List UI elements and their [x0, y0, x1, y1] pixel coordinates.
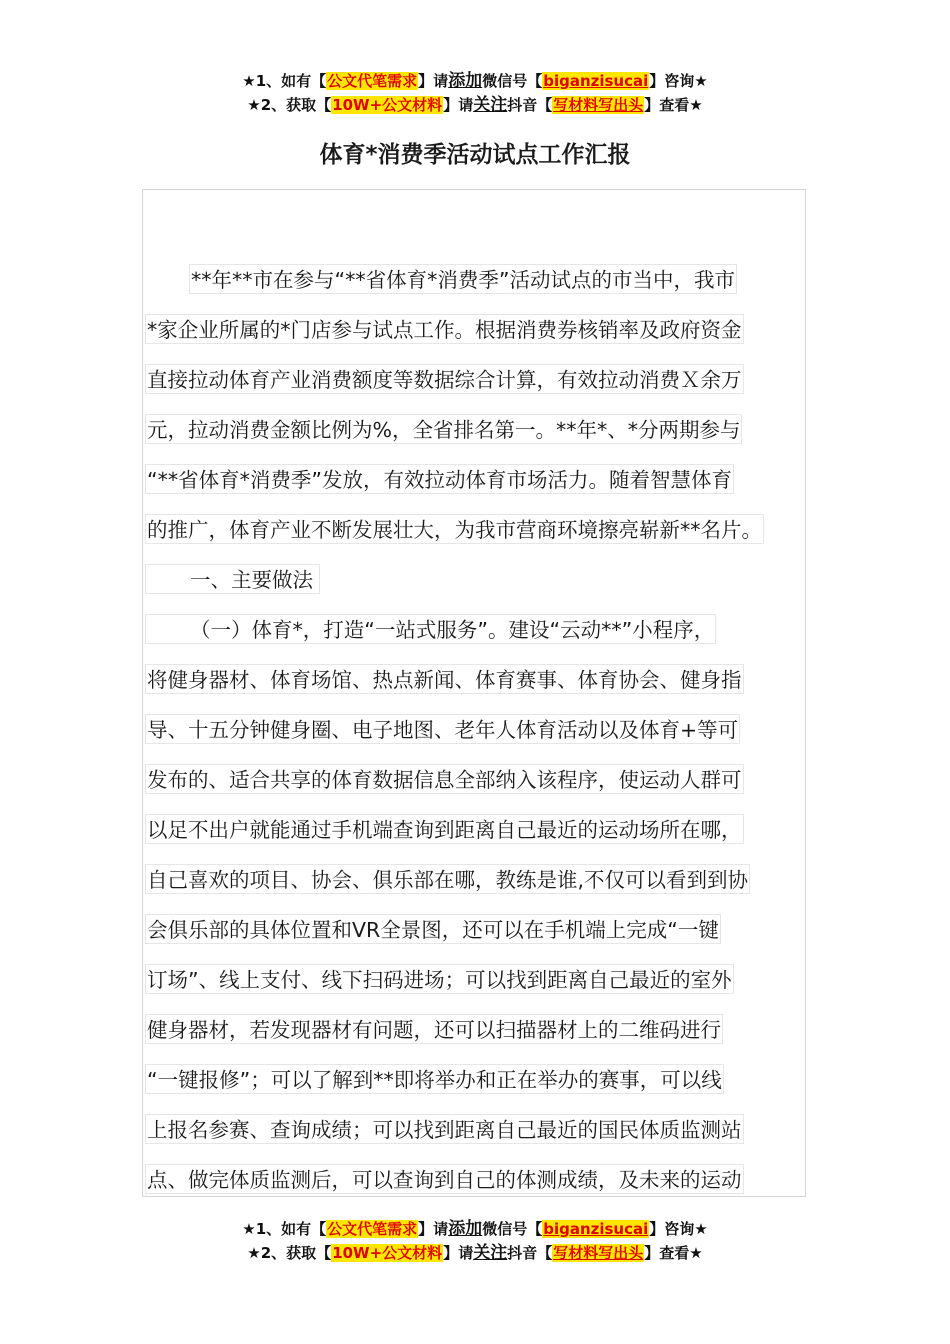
text-line-content: 点、做完体质监测后，可以查询到自己的体测成绩，及未来的运动 — [145, 1164, 744, 1194]
text-line — [145, 1052, 806, 1102]
text-line-content: *家企业所属的*门店参与试点工作。根据消费券核销率及政府资金 — [145, 314, 744, 344]
promo-emphasis-add: 添加 — [448, 1219, 483, 1239]
promo-banner-top — [0, 69, 950, 117]
text-line — [145, 852, 806, 902]
text-line-content: 导、十五分钟健身圈、电子地图、老年人体育活动以及体育+等可 — [145, 714, 740, 744]
document-title: 体育*消费季活动试点工作汇报 — [319, 142, 631, 168]
text-line — [145, 652, 806, 702]
text-line — [145, 402, 806, 452]
text-line-content: 上报名参赛、查询成绩；可以找到距离自己最近的国民体质监测站 — [145, 1114, 744, 1144]
text-line — [145, 702, 806, 752]
text-line-content: 将健身器材、体育场馆、热点新闻、体育赛事、体育协会、健身指 — [145, 664, 744, 694]
promo-line-2 — [0, 1241, 950, 1265]
text-line — [145, 902, 806, 952]
text-line — [145, 352, 806, 402]
text-line-content: **年**市在参与“**省体育*消费季”活动试点的市当中，我市 — [189, 264, 737, 294]
promo-text: ★2、获取【 — [247, 1244, 332, 1262]
section-heading-text: 一、主要做法 — [145, 564, 320, 594]
text-line — [145, 802, 806, 852]
promo-wechat-id: biganzisucai — [543, 1220, 649, 1238]
promo-text: 微信号【 — [482, 72, 543, 90]
promo-text: ★1、如有【 — [242, 72, 327, 90]
promo-line-1 — [0, 69, 950, 93]
text-line — [145, 1002, 806, 1052]
promo-text: 】查看★ — [644, 96, 703, 114]
promo-emphasis-add: 添加 — [448, 71, 483, 91]
text-line — [145, 502, 806, 552]
text-line — [145, 302, 806, 352]
promo-text: 】咨询★ — [649, 1220, 708, 1238]
text-line — [145, 252, 806, 302]
promo-highlight-writing-service: 公文代笔需求 — [327, 1220, 418, 1238]
text-line-content: 发布的、适合共享的体育数据信息全部纳入该程序，使运动人群可 — [145, 764, 744, 794]
text-line-content: 以足不出户就能通过手机端查询到距离自己最近的运动场所在哪， — [145, 814, 744, 844]
promo-text: 】请 — [418, 72, 449, 90]
promo-text: 微信号【 — [482, 1220, 543, 1238]
text-line-content: “**省体育*消费季”发放，有效拉动体育市场活力。随着智慧体育 — [145, 464, 734, 494]
promo-highlight-materials: 10W+公文材料 — [332, 96, 443, 114]
document-body — [145, 252, 806, 1197]
text-line-content: （一）体育*，打造“一站式服务”。建设“云动**”小程序， — [145, 614, 716, 644]
promo-wechat-id: biganzisucai — [543, 72, 649, 90]
promo-douyin-account: 写材料写出头 — [553, 1244, 644, 1262]
text-line — [145, 952, 806, 1002]
promo-highlight-materials: 10W+公文材料 — [332, 1244, 443, 1262]
text-line-content: “一键报修”；可以了解到**即将举办和正在举办的赛事，可以线 — [145, 1064, 724, 1094]
promo-text: 抖音【 — [507, 96, 553, 114]
text-line-content: 元，拉动消费金额比例为%，全省排名第一。**年*、*分两期参与 — [145, 414, 742, 444]
section-heading — [145, 552, 806, 602]
text-line-content: 自己喜欢的项目、协会、俱乐部在哪，教练是谁,不仅可以看到到协 — [145, 864, 750, 894]
promo-text: 】请 — [443, 1244, 474, 1262]
text-line-content: 的推广，体育产业不断发展壮大，为我市营商环境擦亮崭新**名片。 — [145, 514, 764, 544]
text-line — [145, 752, 806, 802]
promo-text: ★1、如有【 — [242, 1220, 327, 1238]
text-line — [145, 452, 806, 502]
promo-banner-bottom — [0, 1217, 950, 1265]
text-line-content: 订场”、线上支付、线下扫码进场；可以找到距离自己最近的室外 — [145, 964, 734, 994]
text-line-content: 健身器材，若发现器材有问题，还可以扫描器材上的二维码进行 — [145, 1014, 723, 1044]
text-line — [145, 1152, 806, 1197]
promo-text: 】请 — [418, 1220, 449, 1238]
text-line-content: 会俱乐部的具体位置和VR全景图，还可以在手机端上完成“一键 — [145, 914, 721, 944]
promo-text: 抖音【 — [507, 1244, 553, 1262]
document-page — [142, 189, 806, 1197]
promo-line-2 — [0, 93, 950, 117]
promo-highlight-writing-service: 公文代笔需求 — [327, 72, 418, 90]
text-line-content: 直接拉动体育产业消费额度等数据综合计算，有效拉动消费Ｘ余万 — [145, 364, 744, 394]
text-line — [145, 602, 806, 652]
promo-douyin-account: 写材料写出头 — [553, 96, 644, 114]
promo-emphasis-follow: 关注 — [473, 1243, 508, 1263]
promo-text: ★2、获取【 — [247, 96, 332, 114]
promo-text: 】咨询★ — [649, 72, 708, 90]
text-line — [145, 1102, 806, 1152]
promo-line-1 — [0, 1217, 950, 1241]
promo-text: 】查看★ — [644, 1244, 703, 1262]
promo-text: 】请 — [443, 96, 474, 114]
promo-emphasis-follow: 关注 — [473, 95, 508, 115]
